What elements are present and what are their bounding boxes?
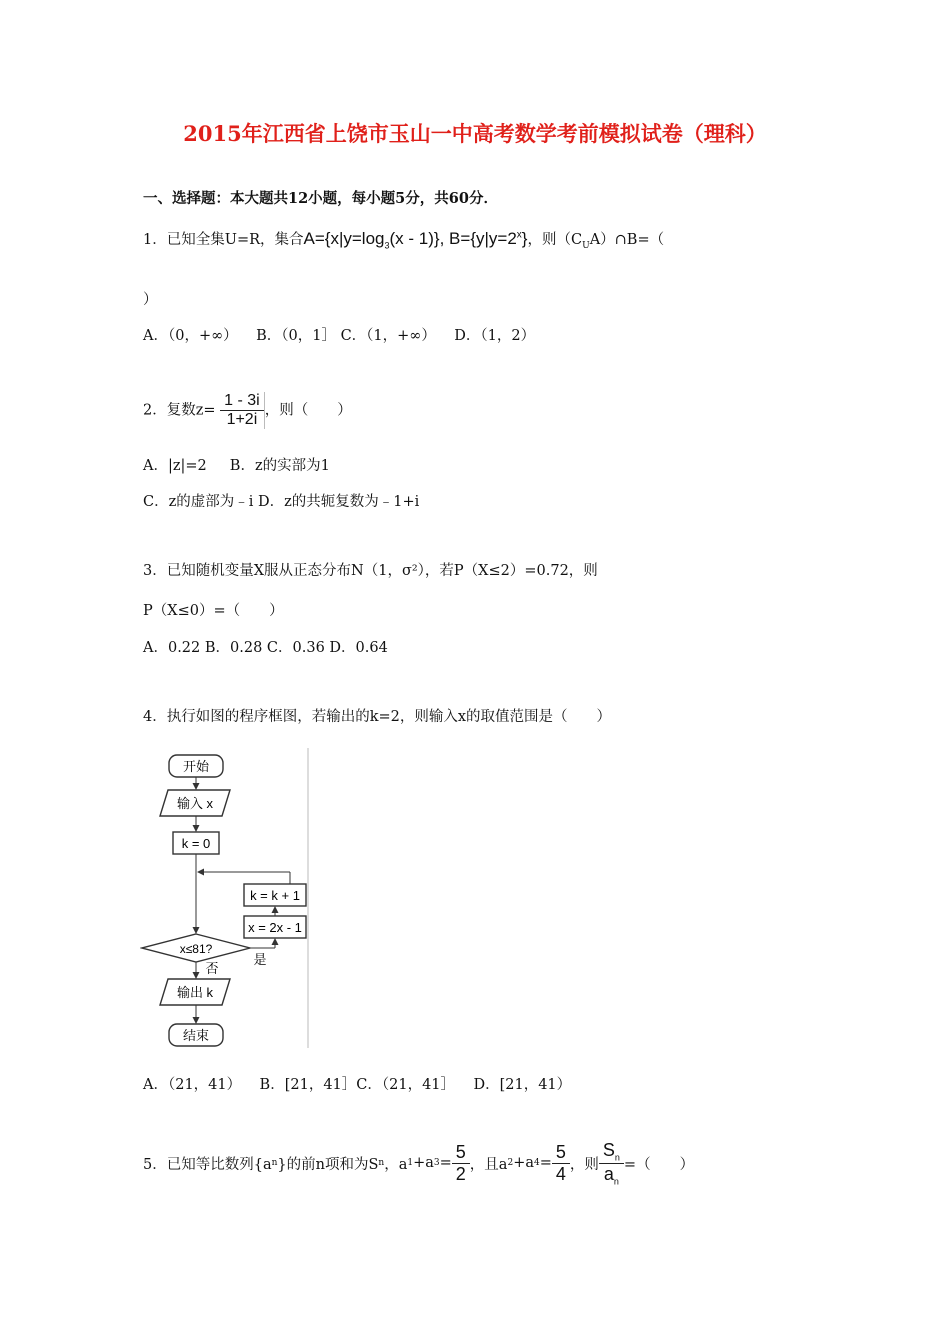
q5-fraction-2: $\frac{5}{4}$: [552, 1142, 570, 1185]
question-2-stem: 2．复数z= $\frac{1 - 3i}{1+2i}$ ，则（ ）: [143, 392, 352, 428]
q5-fraction-3: $\frac{S_n}{a_n}$: [599, 1140, 624, 1186]
question-1-stem: 1．已知全集U=R，集合$A=\{x|y=\log_3(x - 1)\}$, $B=\{y|y=2^x\}$，则$(C_UA)\cap B=$（: [143, 229, 665, 251]
question-3-stem-line1: 3．已知随机变量X服从正态分布N（1，σ²），若P（X≤2）=0.72，则: [143, 563, 598, 579]
question-3-options: A．0.22 B．0.28 C．0.36 D．0.64: [143, 640, 388, 656]
q1-prefix: 1．已知全集U=R，集合: [143, 232, 304, 248]
q2-fraction: $\frac{1 - 3i}{1+2i}$: [220, 392, 265, 429]
flow-output-label: 输出 k: [176, 985, 214, 1000]
question-3-stem-line2: P（X≤0）=（ ）: [143, 603, 284, 619]
flow-yes-label: 是: [253, 952, 267, 967]
question-1-options: A．（0，+∞） B．（0，1］ C．（1，+∞） D．（1，2）: [143, 328, 536, 344]
flow-start-label: 开始: [182, 759, 210, 774]
q1-set-a: $A=\{x|y=\log_3(x - 1)\}$, $B=\{y|y=2^x\}$: [303, 229, 528, 251]
q5-fraction-1: $\frac{5}{2}$: [452, 1142, 470, 1185]
flow-no-label: 否: [205, 961, 219, 976]
flow-input-label: 输入 x: [176, 796, 214, 811]
question-1-close: ）: [143, 292, 158, 308]
flow-end-label: 结束: [182, 1028, 210, 1043]
flow-update-k-label: k = k + 1: [250, 888, 300, 903]
question-5-stem: 5．已知等比数列{a n }的前n项和为S n ，a 1 +a 3 = $\frac{5}{2}$ ，且a 2 +a 4 = $\frac{5}{4}$ ，则 $\frac{S_n}{a_n}$ =（ ）: [143, 1140, 695, 1187]
section-header: 一、选择题：本大题共12小题，每小题5分，共60分．: [143, 190, 498, 207]
flow-init-label: k = 0: [181, 836, 211, 851]
flow-condition-label: x≤81?: [179, 942, 213, 956]
question-2-options-ab: A．|z|=2 B．z的实部为1: [143, 458, 330, 474]
page-title: 2015年江西省上饶市玉山一中高考数学考前模拟试卷（理科）: [183, 121, 767, 146]
question-2-options-cd: C．z的虚部为﹣i D．z的共轭复数为﹣1+i: [143, 494, 420, 510]
question-4-stem: 4．执行如图的程序框图，若输出的k=2，则输入x的取值范围是（ ）: [143, 709, 612, 725]
question-4-options: A．（21，41） B．[21，41］C．（21，41］ D．[21，41）: [143, 1077, 572, 1093]
flowchart: [140, 748, 315, 1053]
flow-update-x-label: x = 2x - 1: [248, 920, 302, 935]
